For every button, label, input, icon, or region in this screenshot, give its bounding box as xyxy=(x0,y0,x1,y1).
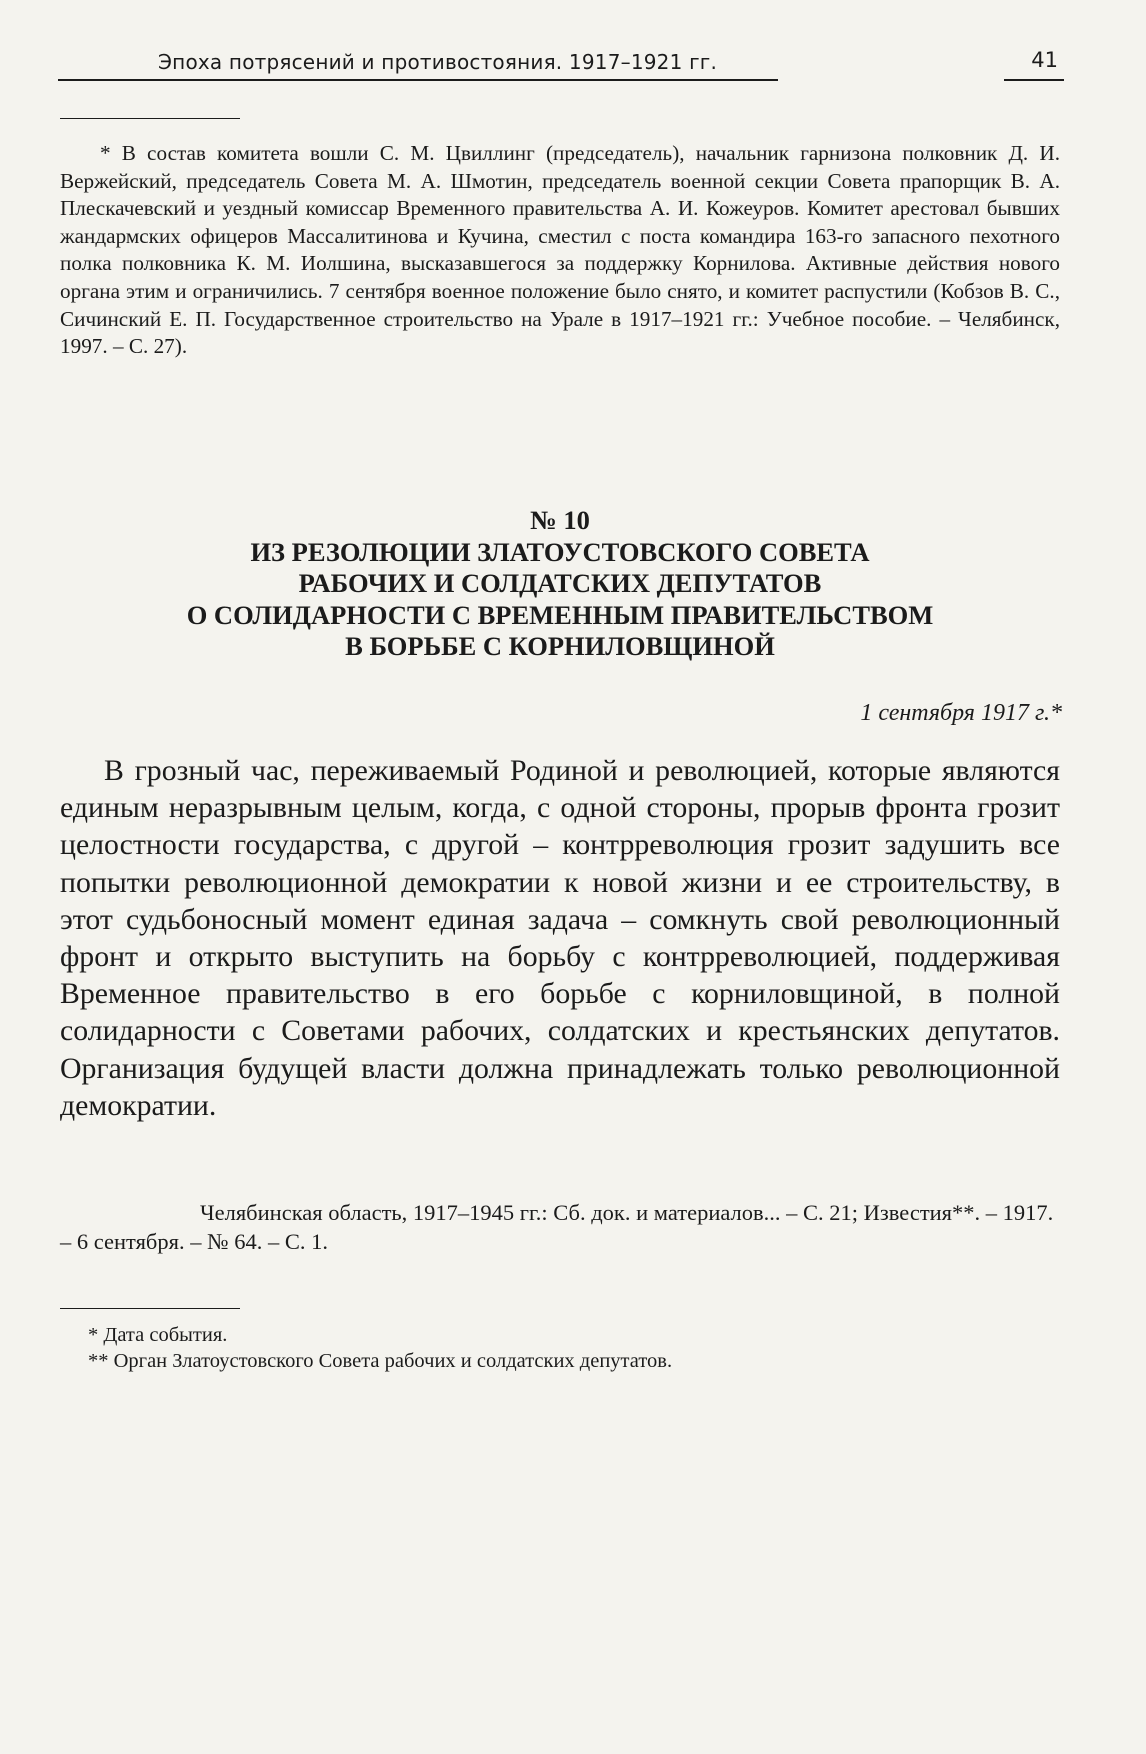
document-title-line: В БОРЬБЕ С КОРНИЛОВЩИНОЙ xyxy=(345,631,775,661)
document-number: № 10 xyxy=(530,505,590,535)
footnote-item: * Дата события. xyxy=(88,1324,228,1346)
footnote-item: ** Орган Златоустовского Совета рабочих и солдатских депутатов. xyxy=(88,1350,673,1372)
header-rule xyxy=(58,79,778,81)
document-date: 1 сентября 1917 г.* xyxy=(860,700,1062,726)
footnotes xyxy=(88,1322,1068,1374)
running-header xyxy=(58,46,1064,82)
footnote-separator-bottom xyxy=(60,1308,240,1309)
running-title: Эпоха потрясений и противостояния. 1917–1921 гг. xyxy=(158,50,718,74)
document-title-line: ИЗ РЕЗОЛЮЦИИ ЗЛАТОУСТОВСКОГО СОВЕТА xyxy=(250,536,870,567)
carryover-footnote: * В состав комитета вошли С. М. Цвиллинг (председатель), начальник гарнизона полковник Д. И. Вержейский, председатель Совета М. А. Шмотин, председатель военной секции Совета прапорщик В. А. Плескачевский и уездный комиссар Временного правительства А. И. Кожеуров. Комитет арестовал бывших жандармских офицеров Массалитинова и Кучина, сместил с поста командира 163-го запасного пехотного полка полковника К. М. Иолшина, высказавшегося за поддержку Корнилова. Активные действия нового органа этим и ограничились. 7 сентября военное положение было снято, и комитет распустили (Кобзов В. С., Сичинский Е. П. Государственное строительство на Урале в 1917–1921 гг.: Учебное пособие. – Челябинск, 1997. – С. 27). xyxy=(60,141,1060,359)
source-citation: Челябинская область, 1917–1945 гг.: Сб. док. и материалов... – С. 21; Известия**. – 1917. – 6 сентября. – № 64. – С. 1. xyxy=(60,1200,1054,1254)
document-title-line: О СОЛИДАРНОСТИ С ВРЕМЕННЫМ ПРАВИТЕЛЬСТВОМ xyxy=(186,599,934,630)
document-title-line: РАБОЧИХ И СОЛДАТСКИХ ДЕПУТАТОВ xyxy=(298,568,822,598)
page-number: 41 xyxy=(1031,48,1058,72)
document-heading xyxy=(60,505,1060,663)
page-number-rule xyxy=(1004,79,1064,81)
footnote-separator-top xyxy=(60,118,240,119)
resolution-text: В грозный час, переживаемый Родиной и революцией, которые являются единым неразрывным целым, когда, с одной стороны, прорыв фронта грозит целостности государства, с другой – контрреволюция грозит задушить все попытки революционной демократии к новой жизни и ее строительству, в этот судьбоносный момент единая задача – сомкнуть свой революционный фронт и открыто выступить на борьбу с контрреволюцией, поддерживая Временное правительство в его борьбе с корниловщиной, в полной солидарности с Советами рабочих, солдатских и крестьянских депутатов. Организация будущей власти должна принадлежать только революционной демократии. xyxy=(60,754,1060,1122)
